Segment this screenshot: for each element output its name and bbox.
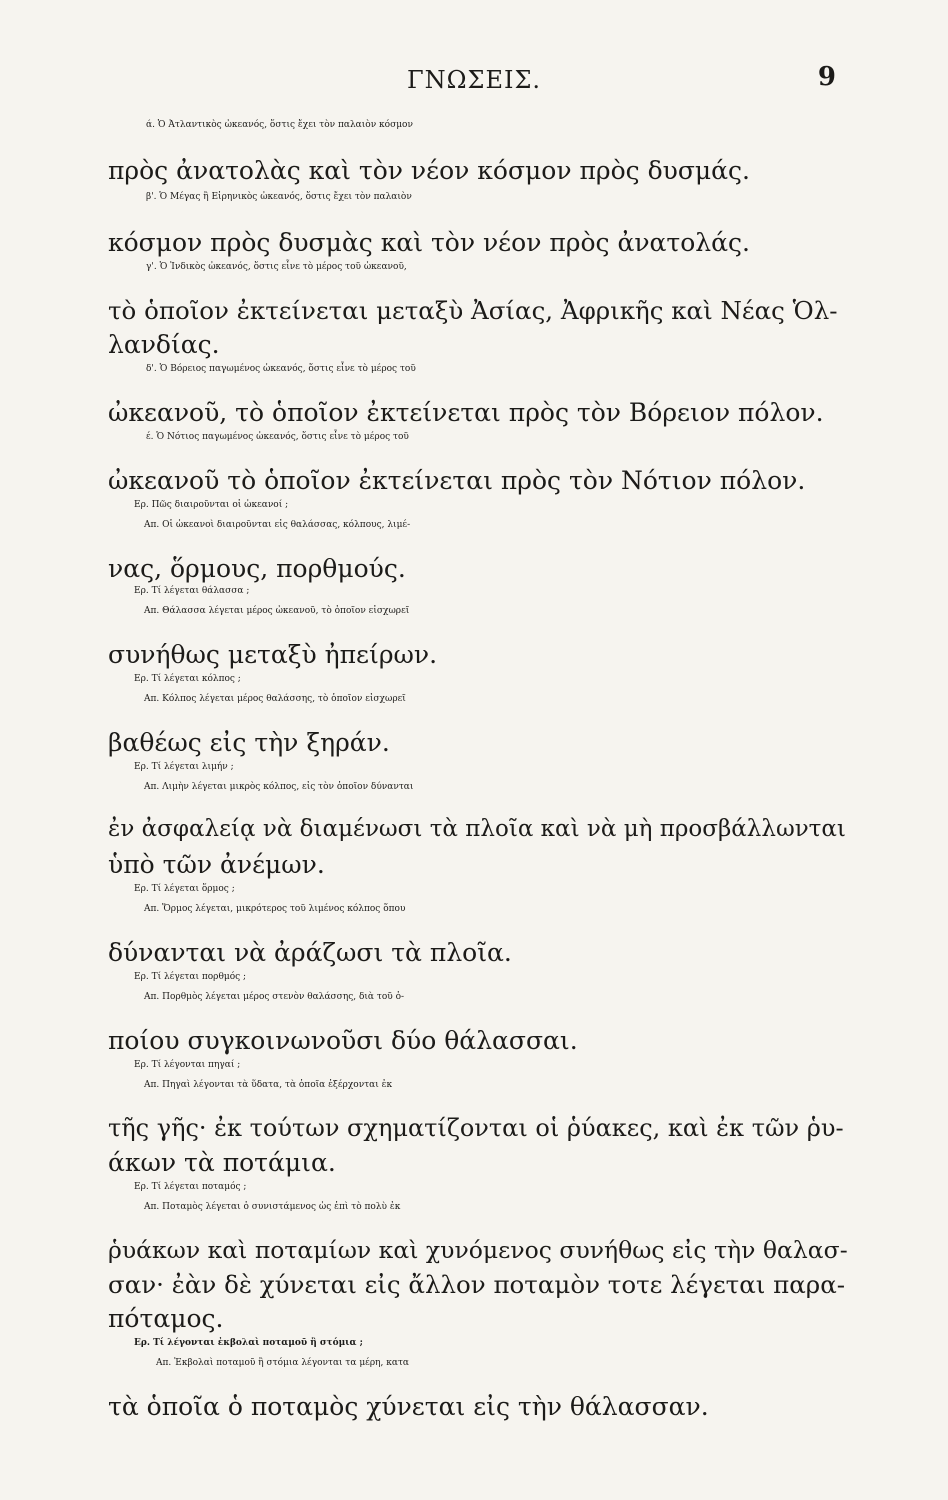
answer-line: Απ. Ποταμὸς λέγεται ὁ συνιστάμενος ὡς ἐπὶ τὸ πολὺ ἐκ: [144, 1202, 401, 1212]
question-line: Ερ. Τί λέγεται κόλπος ;: [134, 674, 241, 684]
running-title: ΓΝΩΣΕΙΣ.: [406, 66, 542, 94]
answer-line: Απ. Οἱ ὠκεανοὶ διαιροῦνται εἰς θαλάσσας, κόλπους, λιμέ-: [144, 520, 411, 530]
text-line: β'. Ὁ Μέγας ἢ Εἰρηνικὸς ὠκεανός, ὅστις ἔχει τὸν παλαιὸν: [146, 192, 412, 202]
question-line: Ερ. Τί λέγεται ποταμός ;: [134, 1182, 247, 1192]
answer-line: Απ. Λιμὴν λέγεται μικρὸς κόλπος, εἰς τὸν ὁποῖον δύνανται: [144, 782, 414, 792]
answer-line: Απ. Κόλπος λέγεται μέρος θαλάσσης, τὸ ὁποῖον εἰσχωρεῖ: [144, 694, 406, 704]
question-line: Ερ. Τί λέγεται πορθμός ;: [134, 972, 247, 982]
text-line: λανδίας.: [108, 330, 220, 359]
answer-line: Απ. Πηγαὶ λέγονται τὰ ὕδατα, τὰ ὁποῖα ἐξέρχονται ἐκ: [144, 1080, 393, 1090]
text-line: γ'. Ὁ Ἰνδικὸς ὠκεανός, ὅστις εἶνε τὸ μέρος τοῦ ὠκεανοῦ,: [146, 262, 407, 272]
question-line: Ερ. Τί λέγονται ἐκβολαὶ ποταμοῦ ἢ στόμια ;: [134, 1338, 363, 1348]
page-number: 9: [817, 62, 836, 92]
text-line: άκων τὰ ποτάμια.: [108, 1148, 336, 1177]
page-header: [0, 62, 948, 96]
text-line: έ. Ὁ Νότιος παγωμένος ὠκεανός, ὅστις εἶνε τὸ μέρος τοῦ: [146, 432, 409, 442]
text-line: ποίου συγκοινωνοῦσι δύο θάλασσαι.: [108, 1026, 578, 1055]
text-line: ἐν ἀσφαλείᾳ νὰ διαμένωσι τὰ πλοῖα καὶ νὰ μὴ προσβάλλωνται: [108, 816, 846, 842]
text-line: συνήθως μεταξὺ ἠπείρων.: [108, 640, 438, 669]
text-line: ὠκεανοῦ τὸ ὁποῖον ἐκτείνεται πρὸς τὸν Νότιον πόλον.: [108, 466, 806, 495]
text-line: κόσμον πρὸς δυσμὰς καὶ τὸν νέον πρὸς ἀνατολάς.: [108, 228, 750, 257]
text-line: ά. Ὁ Ἀτλαντικὸς ὠκεανός, ὅστις ἔχει τὸν παλαιὸν κόσμον: [146, 120, 413, 130]
text-line: νας, ὅρμους, πορθμούς.: [108, 554, 406, 583]
question-line: Ερ. Πῶς διαιροῦνται οἱ ὠκεανοί ;: [134, 500, 289, 510]
text-line: πρὸς ἀνατολὰς καὶ τὸν νέον κόσμον πρὸς δυσμάς.: [108, 156, 750, 185]
answer-line: Απ. Θάλασσα λέγεται μέρος ὠκεανοῦ, τὸ ὁποῖον εἰσχωρεῖ: [144, 606, 410, 616]
text-line: ῥυάκων καὶ ποταμίων καὶ χυνόμενος συνήθως εἰς τὴν θαλασ-: [108, 1236, 848, 1264]
answer-line: Απ. Ὅρμος λέγεται, μικρότερος τοῦ λιμένος κόλπος ὅπου: [144, 904, 406, 914]
text-line: ὑπὸ τῶν ἀνέμων.: [108, 850, 325, 879]
text-line: τὸ ὁποῖον ἐκτείνεται μεταξὺ Ἀσίας, Ἀφρικῆς καὶ Νέας Ὁλ-: [108, 296, 838, 325]
text-line: ὠκεανοῦ, τὸ ὁποῖον ἐκτείνεται πρὸς τὸν Βόρειον πόλον.: [108, 398, 824, 427]
text-line: δ'. Ὁ Βόρειος παγωμένος ὠκεανός, ὅστις εἶνε τὸ μέρος τοῦ: [146, 364, 416, 374]
text-line: τῆς γῆς· ἐκ τούτων σχηματίζονται οἱ ῥύακες, καὶ ἐκ τῶν ῥυ-: [108, 1114, 844, 1142]
text-line: βαθέως εἰς τὴν ξηράν.: [108, 728, 390, 757]
text-line: πόταμος.: [108, 1304, 224, 1333]
question-line: Ερ. Τί λέγονται πηγαί ;: [134, 1060, 241, 1070]
answer-line: Απ. Ἐκβολαὶ ποταμοῦ ἢ στόμια λέγονται τα μέρη, κατα: [156, 1358, 410, 1368]
question-line: Ερ. Τί λέγεται λιμήν ;: [134, 762, 234, 772]
text-line: δύνανται νὰ ἀράζωσι τὰ πλοῖα.: [108, 938, 512, 967]
question-line: Ερ. Τί λέγεται ὅρμος ;: [134, 884, 235, 894]
question-line: Ερ. Τί λέγεται θάλασσα ;: [134, 586, 250, 596]
text-line: τὰ ὁποῖα ὁ ποταμὸς χύνεται εἰς τὴν θάλασσαν.: [108, 1392, 709, 1421]
text-line: σαν· ἐὰν δὲ χύνεται εἰς ἄλλον ποταμὸν τοτε λέγεται παρα-: [108, 1270, 846, 1299]
answer-line: Απ. Πορθμὸς λέγεται μέρος στενὸν θαλάσσης, διὰ τοῦ ὁ-: [144, 992, 405, 1002]
